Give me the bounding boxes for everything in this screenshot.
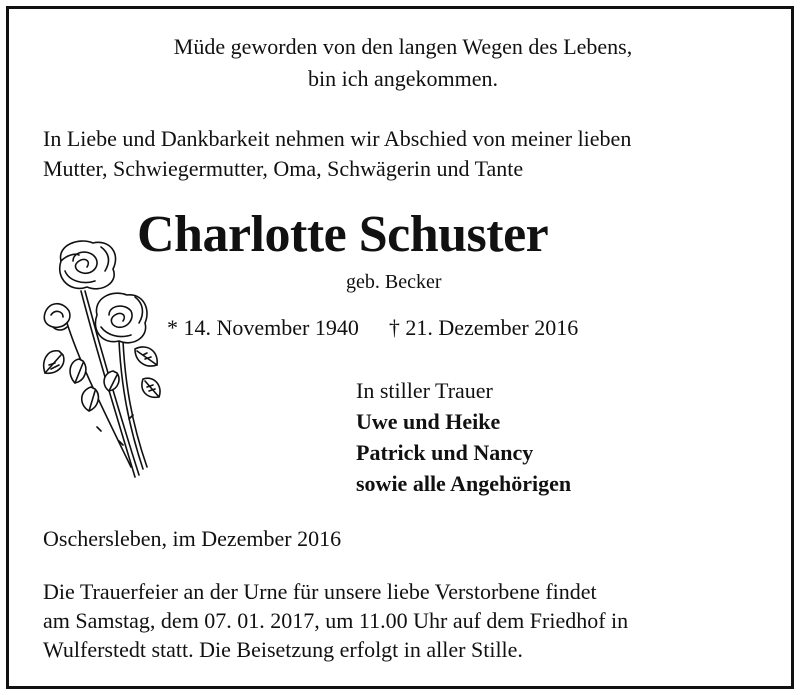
mourner-name: Patrick und Nancy	[356, 440, 534, 465]
obituary-frame	[6, 6, 794, 689]
funeral-line-3: Wulferstedt statt. Die Beisetzung erfolgt in aller Stille.	[43, 637, 523, 662]
life-dates	[167, 313, 578, 343]
poem-line-1: Müde geworden von den langen Wegen des Lebens,	[173, 34, 633, 59]
poem	[9, 31, 797, 95]
intro-line-1: In Liebe und Dankbarkeit nehmen wir Abschied von meiner lieben	[43, 126, 632, 151]
deceased-name: Charlotte Schuster	[137, 206, 549, 263]
mourners-intro: In stiller Trauer	[356, 378, 493, 403]
funeral-info	[43, 577, 777, 664]
mourners-block	[356, 375, 571, 499]
death-date: † 21. Dezember 2016	[388, 315, 579, 340]
funeral-line-2: am Samstag, dem 07. 01. 2017, um 11.00 Uhr auf dem Friedhof in	[43, 608, 629, 633]
mourner-name: Uwe und Heike	[356, 409, 501, 434]
poem-line-2: bin ich angekommen.	[307, 66, 498, 91]
mourner-name: sowie alle Angehörigen	[356, 471, 572, 496]
maiden-name: geb. Becker	[346, 271, 442, 293]
place-date: Oschersleben, im Dezember 2016	[43, 526, 342, 551]
birth-date: * 14. November 1940	[167, 315, 359, 340]
intro-line-2: Mutter, Schwiegermutter, Oma, Schwägerin und Tante	[43, 156, 524, 181]
funeral-line-1: Die Trauerfeier an der Urne für unsere liebe Verstorbene findet	[43, 579, 597, 604]
intro-text	[43, 124, 779, 184]
rose-illustration-icon	[39, 231, 179, 491]
